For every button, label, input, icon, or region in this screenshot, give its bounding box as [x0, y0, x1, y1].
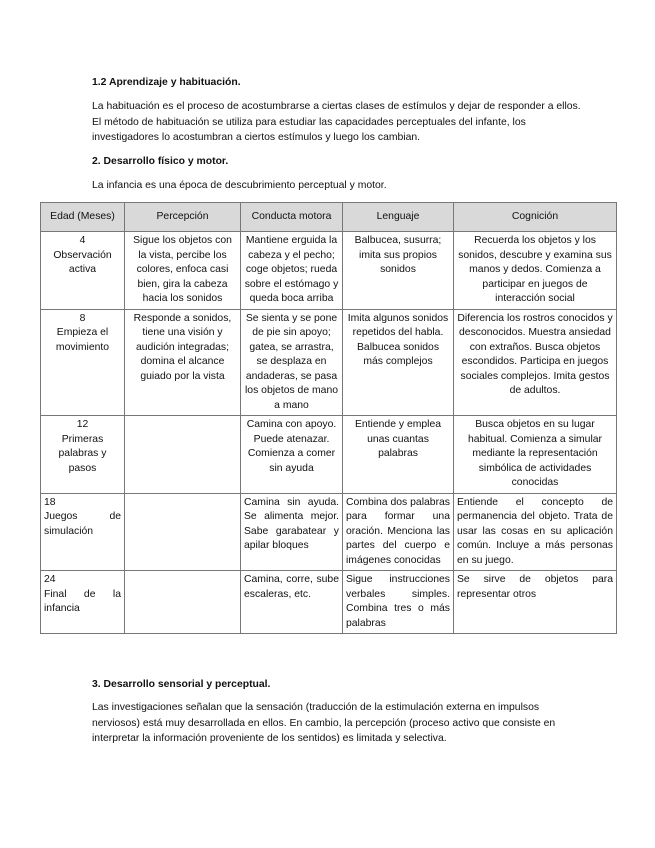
perception-cell: [125, 493, 241, 571]
stage-label: Juegos de simulación: [44, 511, 121, 537]
age-value: 18: [44, 496, 56, 508]
stage-label: Primeras palabras y pasos: [58, 433, 107, 474]
perception-cell: Responde a sonidos, tiene una visión y audición integradas; domina el alcance guiado por la vista: [125, 309, 241, 416]
age-cell: [41, 571, 125, 634]
table-row: [41, 493, 617, 571]
header-language: Lenguaje: [343, 203, 454, 232]
header-perception: Percepción: [125, 203, 241, 232]
motor-cell: Mantiene erguida la cabeza y el pecho; coge objetos; rueda sobre el estómago y queda boca arriba: [241, 232, 343, 310]
age-value: 8: [79, 312, 86, 324]
development-table: [40, 202, 617, 634]
section-3-paragraph: Las investigaciones señalan que la sensación (traducción de la estimulación externa en impulsos nerviosos) está muy desarrollada en ellos. En cambio, la percepción (proceso activo que consiste en interpretar la información proveniente de los sentidos) es limitada y selectiva.: [92, 702, 556, 744]
language-cell: Combina dos palabras para formar una oración. Menciona las partes del cuerpo e imágenes conocidas: [343, 493, 454, 571]
stage-label: Observación activa: [53, 249, 112, 275]
cognition-cell: Entiende el concepto de permanencia del objeto. Trata de usar las cosas en su aplicación común. Incluye a más personas en su juego.: [454, 493, 617, 571]
motor-cell: Se sienta y se pone de pie sin apoyo; gatea, se arrastra, se desplaza en andaderas, se pasa los objetos de mano a mano: [241, 309, 343, 416]
stage-label: Empieza el movimiento: [55, 327, 110, 353]
perception-cell: [125, 416, 241, 494]
motor-cell: Camina sin ayuda. Se alimenta mejor. Sabe garabatear y apilar bloques: [241, 493, 343, 571]
section-2-intro: La infancia es una época de descubrimiento perceptual y motor.: [92, 180, 387, 191]
table-row: [41, 309, 617, 416]
section-1-2-heading: 1.2 Aprendizaje y habituación.: [92, 77, 241, 88]
table-header-row: [41, 203, 617, 232]
cognition-cell: Se sirve de objetos para representar otros: [454, 571, 617, 634]
cognition-cell: Diferencia los rostros conocidos y desconocidos. Muestra ansiedad con extraños. Busca objetos escondidos. Participa en juegos sociales complejos. Imita gestos de adultos.: [454, 309, 617, 416]
age-cell: [41, 493, 125, 571]
cognition-cell: Recuerda los objetos y los sonidos, descubre y examina sus manos y dedos. Comienza a participar en juegos de interacción social: [454, 232, 617, 310]
age-value: 12: [76, 419, 89, 430]
header-cognition: Cognición: [454, 203, 617, 232]
language-cell: Balbucea, susurra; imita sus propios sonidos: [343, 232, 454, 310]
age-value: 24: [44, 574, 56, 585]
age-cell: [41, 309, 125, 416]
table-row: [41, 232, 617, 310]
age-cell: [41, 232, 125, 310]
header-motor: Conducta motora: [241, 203, 343, 232]
section-3-heading: 3. Desarrollo sensorial y perceptual.: [92, 679, 271, 690]
motor-cell: Camina con apoyo. Puede atenazar. Comienza a comer sin ayuda: [241, 416, 343, 494]
table-row: [41, 571, 617, 634]
language-cell: Sigue instrucciones verbales simples. Combina tres o más palabras: [343, 571, 454, 634]
age-cell: [41, 416, 125, 494]
motor-cell: Camina, corre, sube escaleras, etc.: [241, 571, 343, 634]
section-1-2-paragraph: La habituación es el proceso de acostumbrarse a ciertas clases de estímulos y dejar de responder a ellos. El método de habituación se utiliza para estudiar las capacidades perceptuales del infante, los investigadores lo acostumbran a ciertos estímulos y luego los cambian.: [92, 101, 581, 143]
language-cell: Entiende y emplea unas cuantas palabras: [343, 416, 454, 494]
section-2-heading: 2. Desarrollo físico y motor.: [92, 156, 229, 167]
stage-label: Final de la infancia: [44, 588, 121, 614]
language-cell: Imita algunos sonidos repetidos del habla. Balbucea sonidos más complejos: [343, 309, 454, 416]
age-value: 4: [79, 235, 86, 246]
perception-cell: [125, 571, 241, 634]
table-row: [41, 416, 617, 494]
perception-cell: Sigue los objetos con la vista, percibe los colores, enfoca casi bien, gira la cabeza hacia los sonidos: [125, 232, 241, 310]
cognition-cell: Busca objetos en su lugar habitual. Comienza a simular mediante la representación simbólica de actividades conocidas: [454, 416, 617, 494]
header-age: Edad (Meses): [41, 203, 125, 232]
